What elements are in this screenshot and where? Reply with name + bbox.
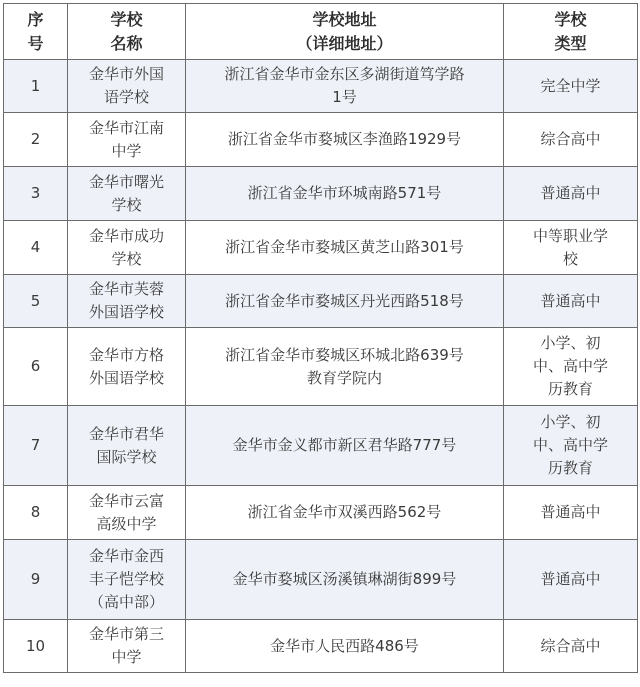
- table-header: [4, 4, 638, 60]
- cell-name: [68, 406, 186, 486]
- table-body: [4, 60, 638, 673]
- cell-address: [186, 406, 504, 486]
- cell-no-text: 10: [25, 636, 46, 655]
- cell-no: [4, 406, 68, 486]
- cell-address-text: 金华市金义都市新区君华路777号: [232, 436, 457, 454]
- table-row: [4, 113, 638, 167]
- table-row: [4, 221, 638, 275]
- cell-type: [504, 406, 638, 486]
- table-row: [4, 406, 638, 486]
- header-type: [504, 4, 638, 60]
- cell-no: [4, 275, 68, 328]
- school-table-container: [3, 3, 637, 682]
- cell-address: [186, 113, 504, 167]
- header-address: [186, 4, 504, 60]
- cell-name-text: 金华市金西 丰子恺学校 （高中部）: [88, 547, 164, 611]
- cell-name-text: 金华市曙光 学校: [88, 172, 164, 214]
- cell-address-text: 浙江省金华市双溪西路562号: [247, 503, 442, 521]
- cell-no-text: 1: [30, 76, 41, 95]
- cell-no: [4, 221, 68, 275]
- header-name: [68, 4, 186, 60]
- cell-no-text: 4: [30, 238, 41, 256]
- table-row: [4, 328, 638, 406]
- cell-name: [68, 328, 186, 406]
- cell-no-text: 7: [30, 436, 41, 454]
- cell-address: [186, 167, 504, 221]
- cell-address: [186, 540, 504, 620]
- cell-type-text: 普通高中: [540, 184, 601, 202]
- cell-name: [68, 60, 186, 113]
- cell-name: [68, 486, 186, 540]
- cell-address: [186, 221, 504, 275]
- cell-type: [504, 167, 638, 221]
- cell-name-text: 金华市江南 中学: [88, 118, 164, 160]
- cell-name: [68, 167, 186, 221]
- cell-name: [68, 540, 186, 620]
- cell-name: [68, 113, 186, 167]
- cell-address-text: 浙江省金华市环城南路571号: [247, 184, 442, 202]
- cell-type-text: 中等职业学 校: [532, 226, 608, 268]
- cell-name-text: 金华市外国 语学校: [88, 65, 164, 106]
- cell-no-text: 2: [30, 130, 41, 148]
- school-table: [3, 3, 638, 673]
- cell-name-text: 金华市芙蓉 外国语学校: [88, 280, 164, 321]
- cell-name-text: 金华市成功 学校: [88, 226, 164, 268]
- cell-type: [504, 328, 638, 406]
- cell-type: [504, 60, 638, 113]
- table-row: [4, 620, 638, 673]
- cell-address: [186, 328, 504, 406]
- cell-address-text: 浙江省金华市婺城区黄芝山路301号: [225, 238, 464, 256]
- cell-address: [186, 60, 504, 113]
- cell-address-text: 浙江省金华市婺城区环城北路639号 教育学院内: [225, 345, 464, 387]
- cell-address-text: 浙江省金华市婺城区丹光西路518号: [225, 291, 464, 310]
- cell-type-text: 普通高中: [540, 291, 601, 310]
- cell-no-text: 6: [30, 357, 41, 375]
- cell-name-text: 金华市方格 外国语学校: [88, 345, 164, 387]
- cell-address-text: 浙江省金华市婺城区李渔路1929号: [227, 130, 462, 148]
- cell-name-text: 金华市君华 国际学校: [88, 424, 164, 466]
- cell-no: [4, 486, 68, 540]
- cell-type-text: 小学、初 中、高中学 历教育: [532, 334, 608, 398]
- cell-address-text: 金华市人民西路486号: [270, 636, 419, 655]
- cell-no: [4, 540, 68, 620]
- cell-name-text: 金华市云富 高级中学: [88, 491, 164, 533]
- cell-name: [68, 620, 186, 673]
- header-address-text: 学校地址 （详细地址）: [296, 9, 393, 53]
- table-row: [4, 540, 638, 620]
- table-row: [4, 60, 638, 113]
- cell-no: [4, 60, 68, 113]
- header-row: [4, 4, 638, 60]
- table-row: [4, 486, 638, 540]
- cell-name-text: 金华市第三 中学: [88, 625, 164, 666]
- cell-no-text: 5: [30, 291, 41, 310]
- table-row: [4, 167, 638, 221]
- header-no: [4, 4, 68, 60]
- cell-type: [504, 540, 638, 620]
- cell-address: [186, 620, 504, 673]
- cell-type-text: 普通高中: [540, 570, 601, 588]
- cell-no-text: 9: [30, 570, 41, 588]
- cell-name: [68, 275, 186, 328]
- cell-type-text: 综合高中: [540, 636, 601, 655]
- cell-type-text: 普通高中: [540, 503, 601, 521]
- cell-no: [4, 620, 68, 673]
- cell-type-text: 小学、初 中、高中学 历教育: [532, 413, 608, 477]
- cell-address: [186, 275, 504, 328]
- cell-type-text: 完全中学: [540, 76, 601, 95]
- cell-type: [504, 486, 638, 540]
- cell-type: [504, 113, 638, 167]
- cell-type: [504, 620, 638, 673]
- cell-no-text: 8: [30, 503, 41, 521]
- table-row: [4, 275, 638, 328]
- cell-type-text: 综合高中: [540, 130, 601, 148]
- cell-no-text: 3: [30, 184, 41, 202]
- cell-address-text: 金华市婺城区汤溪镇琳湖街899号: [232, 570, 457, 588]
- cell-address-text: 浙江省金华市金东区多湖街道笃学路 1号: [224, 65, 465, 106]
- header-type-text: 学校 类型: [554, 9, 587, 53]
- cell-no: [4, 167, 68, 221]
- cell-no: [4, 113, 68, 167]
- header-name-text: 学校 名称: [110, 9, 143, 53]
- cell-type: [504, 275, 638, 328]
- cell-no: [4, 328, 68, 406]
- header-no-text: 序 号: [27, 9, 44, 53]
- cell-name: [68, 221, 186, 275]
- cell-type: [504, 221, 638, 275]
- cell-address: [186, 486, 504, 540]
